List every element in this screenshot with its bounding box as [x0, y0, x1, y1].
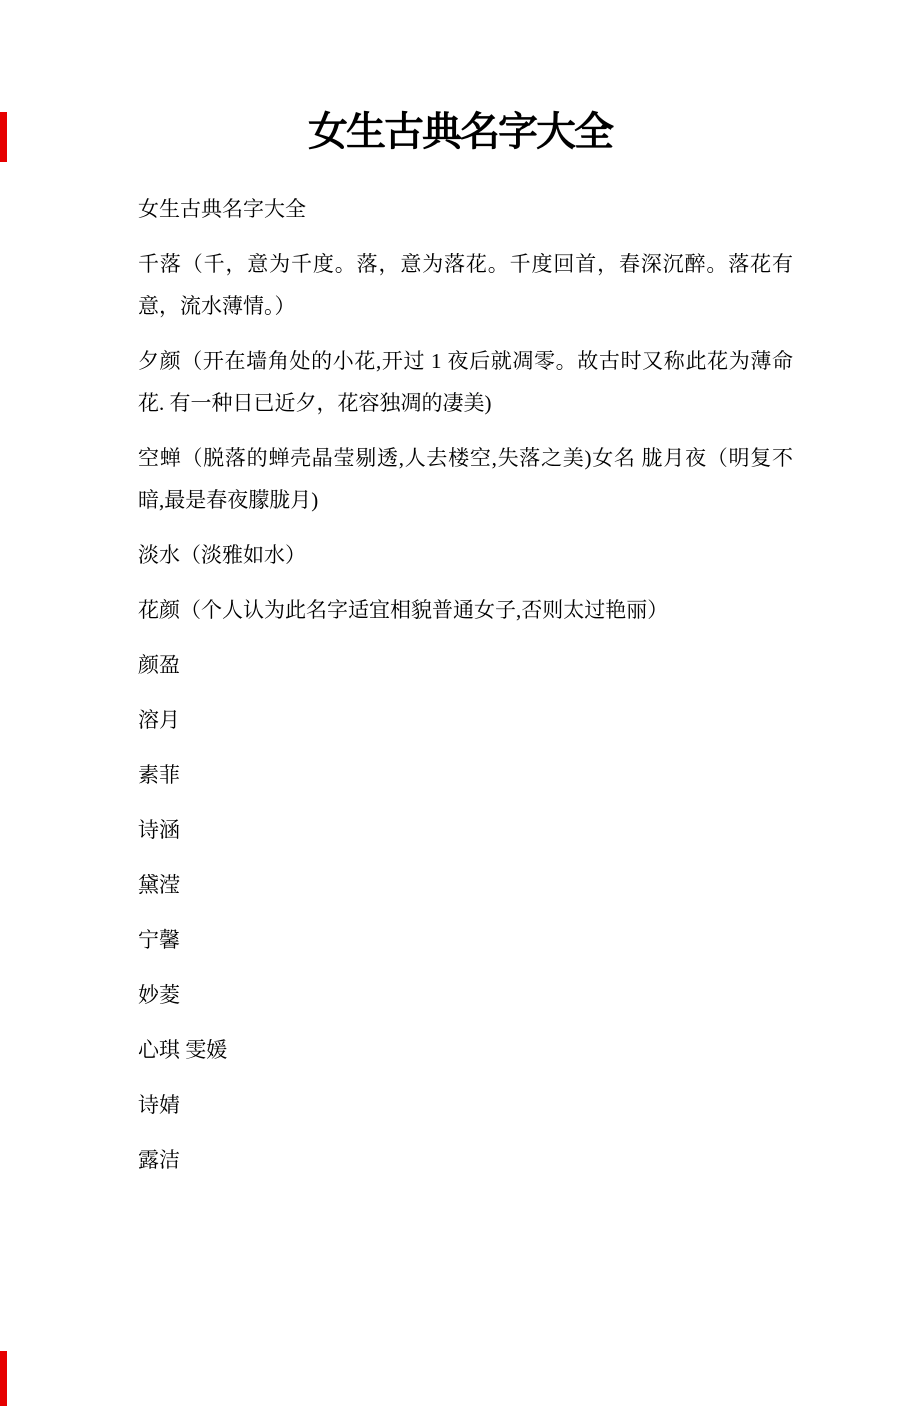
document-title: 女生古典名字大全 [308, 109, 612, 154]
paragraph-name-miaoling: 妙菱 [138, 983, 180, 1007]
paragraph-name-shihan: 诗涵 [138, 818, 180, 842]
paragraph-name-qianluo: 千落（千，意为千度。落，意为落花。千度回首，春深沉醉。落花有意，流水薄情。） [138, 252, 793, 318]
paragraph-name-danshui: 淡水（淡雅如水） [138, 543, 306, 567]
document-page [0, 104, 920, 1406]
paragraph-name-shijing: 诗婧 [138, 1093, 180, 1117]
paragraph-name-xiyan: 夕颜（开在墙角处的小花,开过 1 夜后就凋零。故古时又称此花为薄命花. 有一种日已近夕，花容独凋的凄美) [138, 349, 793, 415]
paragraph-name-ningxin: 宁馨 [138, 928, 180, 952]
paragraph-name-daiying: 黛滢 [138, 873, 180, 897]
paragraph-name-rongyue: 溶月 [138, 708, 180, 732]
paragraph-subtitle: 女生古典名字大全 [138, 197, 306, 221]
paragraph-name-yanying: 颜盈 [138, 653, 180, 677]
paragraph-name-xinqi-wenyuan: 心琪 雯媛 [138, 1038, 228, 1062]
document-body [138, 188, 793, 1181]
paragraph-name-sufei: 素菲 [138, 763, 180, 787]
paragraph-name-kongchan: 空蝉（脱落的蝉壳晶莹剔透,人去楼空,失落之美)女名 胧月夜（明复不暗,最是春夜朦胧月) [138, 446, 793, 512]
page-edge-marker-bottom-icon [0, 1351, 7, 1406]
paragraph-name-lujie: 露洁 [138, 1148, 180, 1172]
paragraph-name-huayan: 花颜（个人认为此名字适宜相貌普通女子,否则太过艳丽） [138, 598, 669, 622]
page-edge-marker-top-icon [0, 112, 7, 162]
